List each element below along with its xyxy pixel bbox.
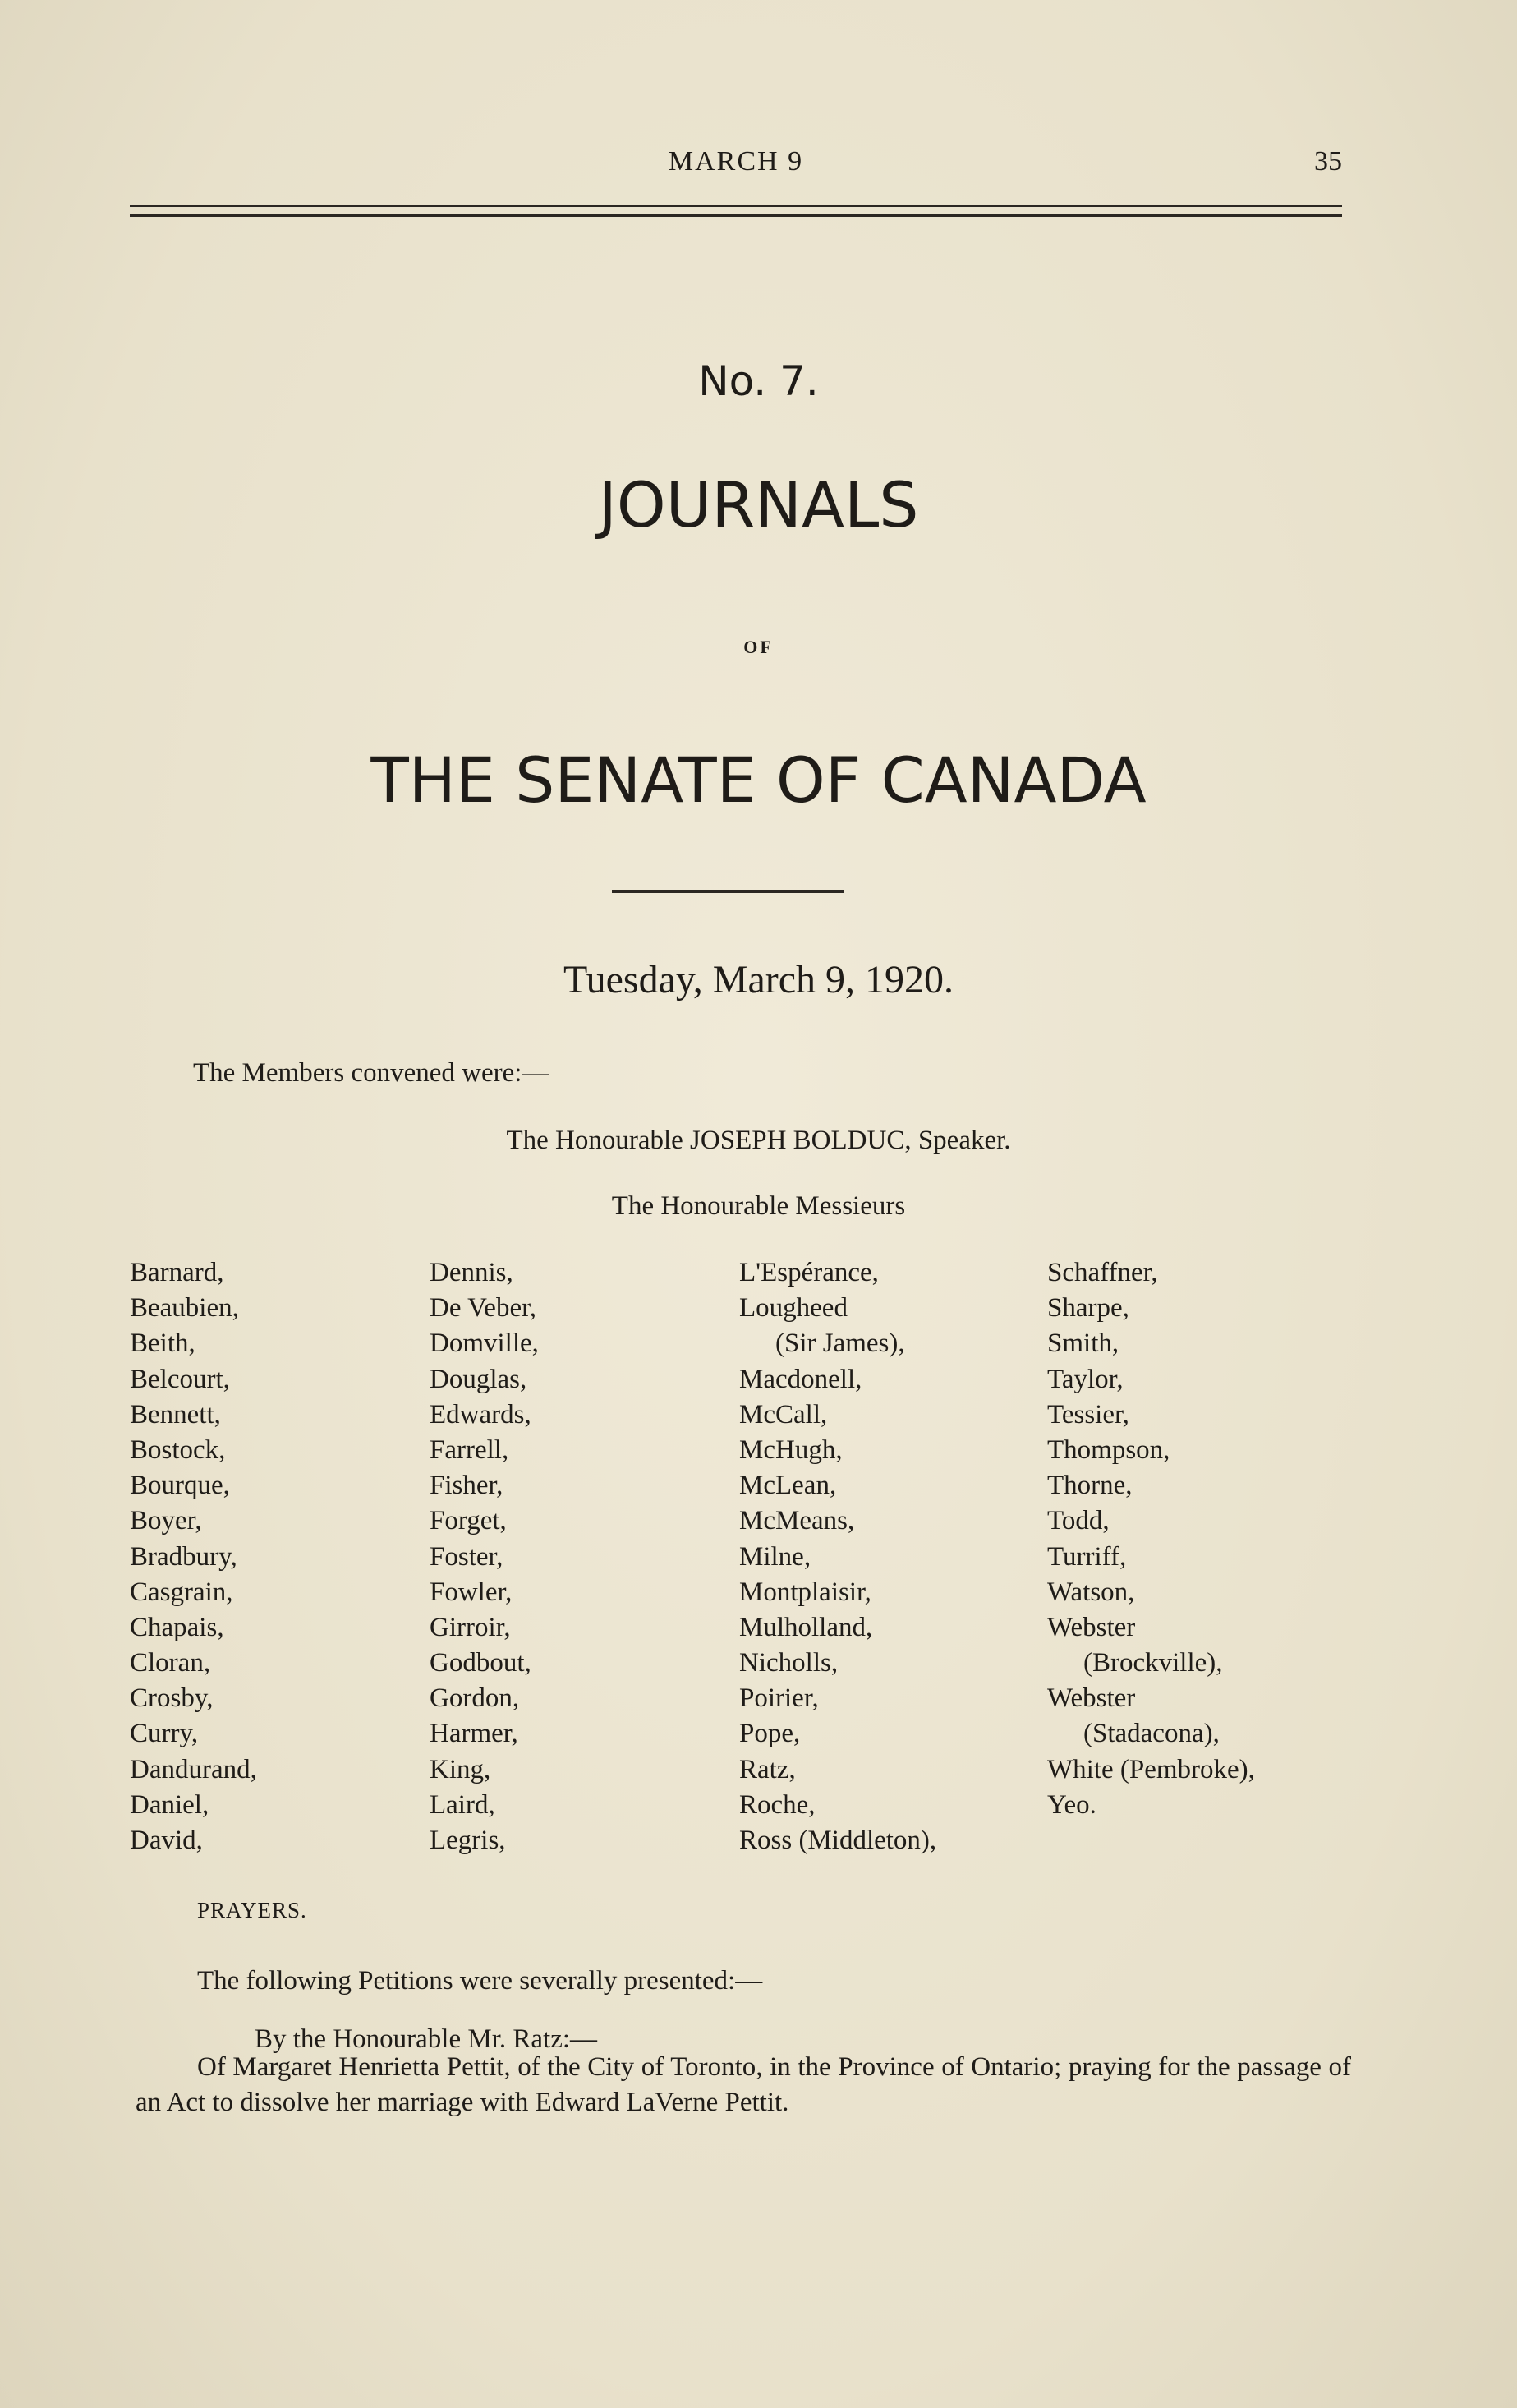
senator-name: Godbout, <box>430 1648 531 1678</box>
of-word: OF <box>743 637 774 657</box>
senator-name: (Stadacona), <box>1083 1719 1220 1749</box>
issue-number: No. 7. <box>698 357 819 405</box>
senator-name: Forget, <box>430 1506 507 1536</box>
messieurs-line: The Honourable Messieurs <box>611 1191 906 1221</box>
senator-name: (Brockville), <box>1083 1648 1223 1678</box>
senator-name: Boyer, <box>130 1506 202 1536</box>
senator-name: Bennett, <box>130 1399 221 1430</box>
senator-name: Beaubien, <box>130 1293 239 1324</box>
senator-name: Curry, <box>130 1719 199 1749</box>
senator-name: L'Espérance, <box>739 1258 879 1287</box>
senator-column-1 <box>130 1255 257 1858</box>
senator-name: Fowler, <box>430 1577 513 1607</box>
running-title: MARCH 9 <box>668 146 804 177</box>
senator-name: Todd, <box>1047 1506 1110 1536</box>
senator-name: Sharpe, <box>1047 1293 1129 1324</box>
senator-name: Fisher, <box>430 1471 503 1501</box>
senator-name: Poirier, <box>739 1683 819 1714</box>
senator-name: Milne, <box>739 1541 811 1572</box>
senator-column-4 <box>1047 1255 1255 1823</box>
senator-name: Yeo. <box>1047 1789 1096 1820</box>
senator-name: Girroir, <box>430 1612 511 1642</box>
senator-name: Casgrain, <box>130 1577 233 1607</box>
senator-name: David, <box>130 1826 203 1855</box>
senator-name: Turriff, <box>1047 1541 1127 1572</box>
journals-heading: JOURNALS <box>598 468 919 541</box>
senator-name: Mulholland, <box>739 1612 873 1642</box>
running-head <box>130 146 1342 187</box>
senator-column-3 <box>739 1255 936 1858</box>
senator-name: Chapais, <box>130 1612 224 1642</box>
senator-name: Pope, <box>739 1719 801 1749</box>
petition-text: Of Margaret Henrietta Pettit, of the City of Toronto, in the Province of Ontario; praying for the passage of an Act to dissolve her marriage with Edward LaVerne Pettit. <box>136 2052 1351 2117</box>
senator-name: Macdonell, <box>739 1364 862 1394</box>
senator-name: White (Pembroke), <box>1047 1754 1255 1784</box>
senator-name: Bourque, <box>130 1471 230 1501</box>
senate-heading: THE SENATE OF CANADA <box>370 744 1147 817</box>
senator-name: Taylor, <box>1047 1364 1124 1394</box>
senator-name: De Veber, <box>430 1293 537 1324</box>
senator-name: Schaffner, <box>1047 1258 1158 1287</box>
title-divider-rule <box>612 890 844 893</box>
senator-name: McCall, <box>739 1399 828 1430</box>
prayers-heading: PRAYERS. <box>197 1898 307 1922</box>
senator-name: Thompson, <box>1047 1434 1170 1465</box>
senator-name: Crosby, <box>130 1683 214 1714</box>
senator-name: Farrell, <box>430 1434 509 1465</box>
speaker-line: The Honourable JOSEPH BOLDUC, Speaker. <box>506 1126 1011 1155</box>
senator-name: Nicholls, <box>739 1648 839 1678</box>
senator-name: Dandurand, <box>130 1754 257 1784</box>
senator-name: Cloran, <box>130 1648 211 1678</box>
senator-name: Ratz, <box>739 1754 796 1784</box>
senator-name: Thorne, <box>1047 1471 1133 1501</box>
senator-name: Legris, <box>430 1826 506 1855</box>
senator-name: King, <box>430 1754 491 1784</box>
senator-name: Tessier, <box>1047 1399 1129 1430</box>
senator-name: Lougheed <box>739 1293 848 1324</box>
senator-name: Beith, <box>130 1328 195 1359</box>
senator-name: Laird, <box>430 1789 495 1820</box>
senator-name: Webster <box>1047 1683 1136 1714</box>
senator-name: Domville, <box>430 1328 539 1359</box>
senator-column-2 <box>430 1255 539 1858</box>
senator-name: Douglas, <box>430 1364 527 1394</box>
senator-name: Belcourt, <box>130 1364 230 1394</box>
senator-name: Harmer, <box>430 1719 518 1749</box>
senator-name: Ross (Middleton), <box>739 1826 937 1855</box>
senator-name: Dennis, <box>430 1258 513 1287</box>
senator-name: Daniel, <box>130 1789 209 1820</box>
senator-name: Bradbury, <box>130 1541 237 1572</box>
petitions-intro: The following Petitions were severally presented:— <box>197 1966 763 1996</box>
session-date: Tuesday, March 9, 1920. <box>563 958 954 1001</box>
senator-name: Watson, <box>1047 1577 1135 1607</box>
senator-name: Bostock, <box>130 1434 226 1465</box>
senator-name: Foster, <box>430 1541 503 1572</box>
senator-name: Gordon, <box>430 1683 520 1714</box>
senator-name: (Sir James), <box>775 1328 905 1359</box>
senator-name: Webster <box>1047 1612 1136 1642</box>
senator-name: McHugh, <box>739 1434 843 1465</box>
petition-presenter: By the Honourable Mr. Ratz:— <box>255 2024 598 2054</box>
members-intro: The Members convened were:— <box>193 1058 549 1088</box>
senator-name: Montplaisir, <box>739 1577 871 1607</box>
senator-name: Edwards, <box>430 1399 531 1430</box>
senator-name: Barnard, <box>130 1258 224 1287</box>
header-double-rule <box>130 205 1342 217</box>
senator-name: Roche, <box>739 1789 816 1820</box>
senator-name: Smith, <box>1047 1328 1119 1359</box>
senator-name: McMeans, <box>739 1506 855 1536</box>
senator-name: McLean, <box>739 1471 837 1501</box>
page-number: 35 <box>1314 146 1342 177</box>
